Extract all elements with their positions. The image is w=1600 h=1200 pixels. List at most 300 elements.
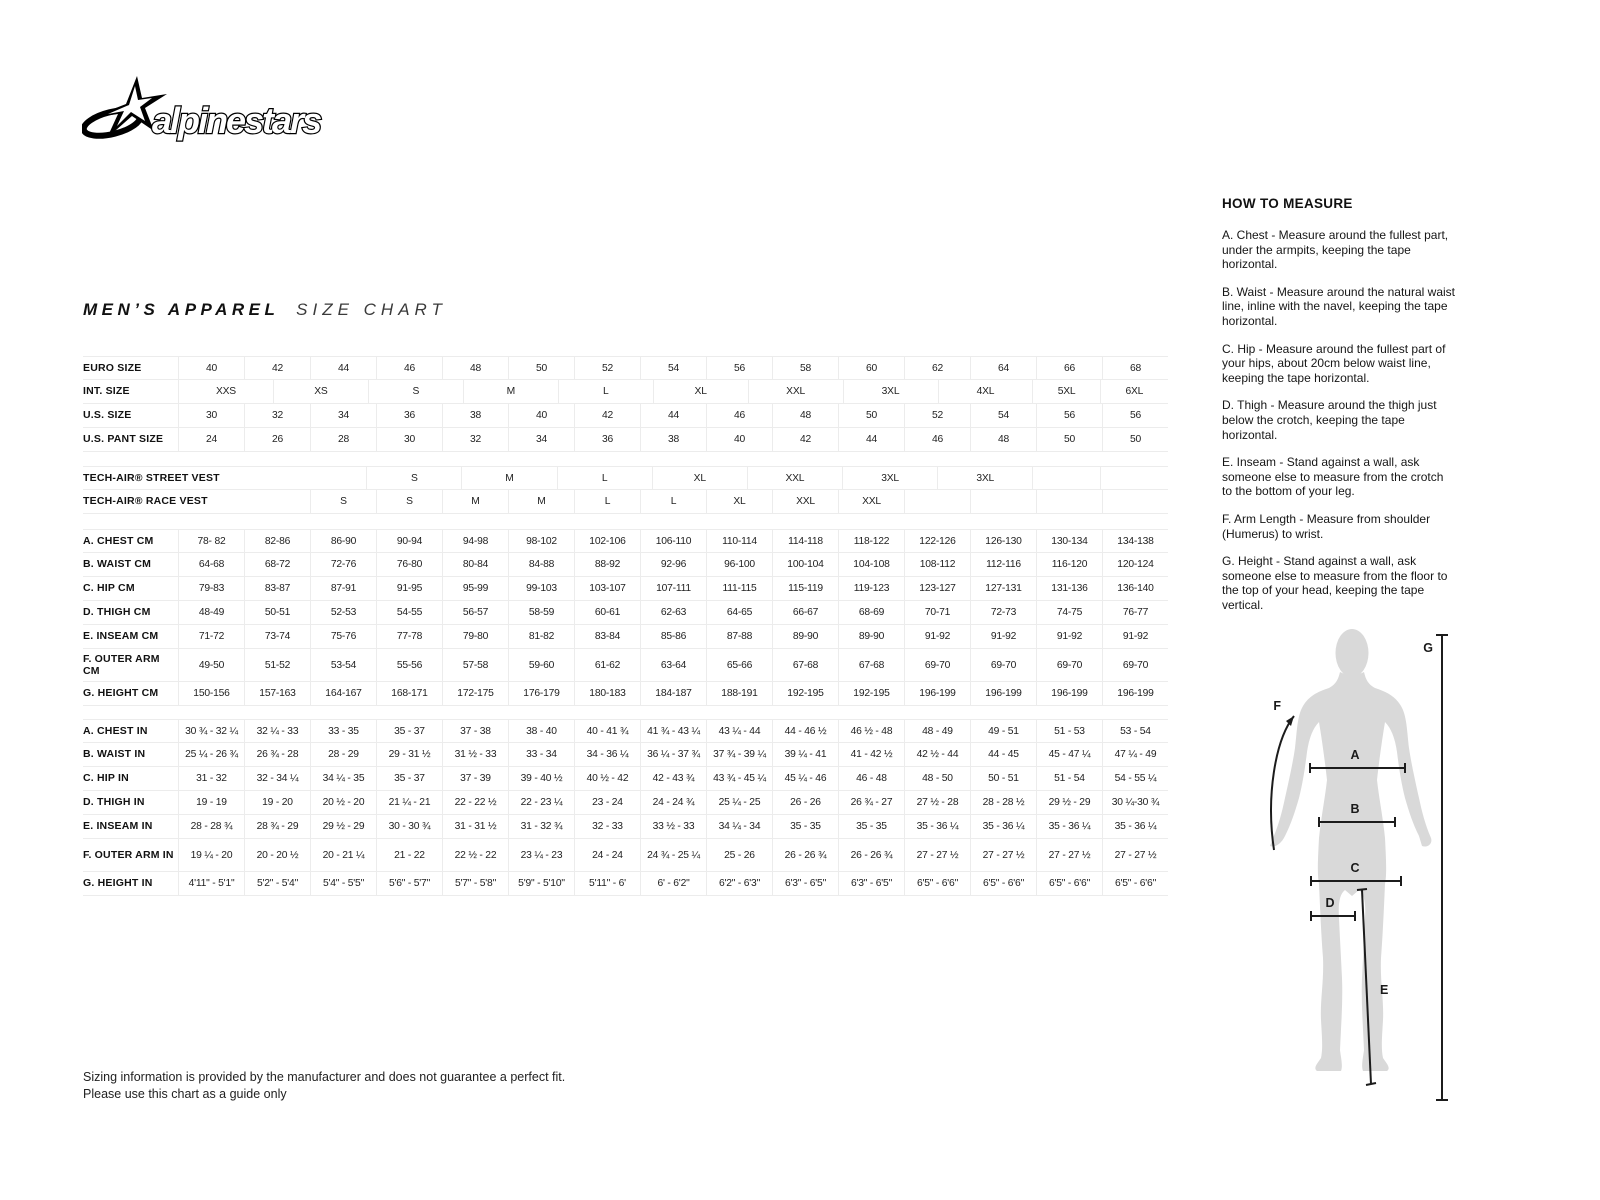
label-chest: A — [1350, 748, 1360, 762]
size-cell: 39 ¼ - 41 — [772, 743, 838, 766]
size-cell: XXL — [772, 490, 838, 513]
size-cell: 19 - 20 — [244, 791, 310, 814]
size-cell: 67-68 — [838, 649, 904, 681]
row-cells — [178, 601, 1168, 624]
size-cell: 39 - 40 ½ — [508, 767, 574, 790]
table-row — [83, 815, 1168, 839]
size-cell: 5XL — [1032, 380, 1099, 403]
size-cell — [272, 467, 366, 489]
size-cell: 50 — [508, 357, 574, 379]
size-cell: 57-58 — [442, 649, 508, 681]
alpinestars-logo-icon — [82, 76, 362, 146]
size-cell — [1102, 490, 1168, 513]
arm-arc-arrow — [1286, 716, 1294, 726]
size-cell: 35 - 36 ¼ — [904, 815, 970, 838]
size-cell: 46 — [706, 404, 772, 427]
size-cell: 40 — [178, 357, 244, 379]
size-cell: 56 — [1102, 404, 1168, 427]
size-cell: XXS — [178, 380, 273, 403]
measure-instruction: F. Arm Length - Measure from shoulder (Humerus) to wrist. — [1222, 511, 1431, 541]
size-cell: XXL — [748, 380, 843, 403]
measure-instruction: B. Waist - Measure around the natural waist line, inline with the navel, keeping the tape horizontal. — [1222, 284, 1455, 328]
body-diagram-icon — [1237, 622, 1455, 1104]
size-cell: 24 - 24 — [574, 839, 640, 871]
size-cell: 32 - 33 — [574, 815, 640, 838]
size-cell: 118-122 — [838, 530, 904, 552]
size-cell: 5'6" - 5'7" — [376, 872, 442, 895]
row-label: E. INSEAM CM — [83, 630, 159, 643]
size-cell: 35 - 37 — [376, 720, 442, 742]
measure-instruction: G. Height - Stand against a wall, ask someone else to measure from the floor to the top of your head, keeping the tape vertical. — [1222, 554, 1448, 612]
size-cell: 85-86 — [640, 625, 706, 648]
measure-instruction: D. Thigh - Measure around the thigh just below the crotch, keeping the tape horizontal. — [1222, 398, 1437, 442]
size-cell — [1036, 490, 1102, 513]
size-cell: 196-199 — [970, 682, 1036, 705]
size-cell: 34 — [508, 428, 574, 451]
size-cell: 86-90 — [310, 530, 376, 552]
size-cell: 168-171 — [376, 682, 442, 705]
size-cell: 36 — [574, 428, 640, 451]
table-row — [83, 719, 1168, 743]
how-to-measure-title: HOW TO MEASURE — [1222, 196, 1353, 211]
size-cell: 3XL — [842, 467, 937, 489]
size-cell: 123-127 — [904, 577, 970, 600]
size-cell: 53-54 — [310, 649, 376, 681]
size-cell: 102-106 — [574, 530, 640, 552]
size-cell: 127-131 — [970, 577, 1036, 600]
size-cell: 192-195 — [838, 682, 904, 705]
table-section-gap — [83, 452, 1168, 466]
size-cell: XXL — [747, 467, 842, 489]
size-cell: 75-76 — [310, 625, 376, 648]
size-cell: 76-80 — [376, 553, 442, 576]
size-cell: 119-123 — [838, 577, 904, 600]
size-cell: 51 - 53 — [1036, 720, 1102, 742]
size-cell: 90-94 — [376, 530, 442, 552]
size-cell: 29 - 31 ½ — [376, 743, 442, 766]
size-cell: 35 - 36 ¼ — [970, 815, 1036, 838]
size-cell: 63-64 — [640, 649, 706, 681]
row-cells — [178, 743, 1168, 766]
size-cell: 24 ¾ - 25 ¼ — [640, 839, 706, 871]
size-cell: 31 ½ - 33 — [442, 743, 508, 766]
size-cell: 54 — [970, 404, 1036, 427]
size-cell: XXL — [838, 490, 904, 513]
size-cell: 25 ¼ - 26 ¾ — [178, 743, 244, 766]
size-cell: 150-156 — [178, 682, 244, 705]
size-cell: 29 ½ - 29 — [310, 815, 376, 838]
row-label: INT. SIZE — [83, 385, 130, 398]
size-cell: 74-75 — [1036, 601, 1102, 624]
size-cell: 51 - 54 — [1036, 767, 1102, 790]
size-cell: 26 - 26 ¾ — [772, 839, 838, 871]
size-cell: 40 — [706, 428, 772, 451]
size-cell: 54 - 55 ¼ — [1102, 767, 1168, 790]
size-cell: 35 - 37 — [376, 767, 442, 790]
size-cell: 55-56 — [376, 649, 442, 681]
size-cell: 50-51 — [244, 601, 310, 624]
page-title-main: MEN’S APPAREL — [83, 300, 280, 319]
size-cell: 37 - 39 — [442, 767, 508, 790]
row-cells — [178, 530, 1168, 552]
measure-instruction: E. Inseam - Stand against a wall, ask someone else to measure from the crotch to the bottom of your leg. — [1222, 455, 1444, 499]
size-cell: 38 - 40 — [508, 720, 574, 742]
size-cell: 64-68 — [178, 553, 244, 576]
size-cell: 6'5" - 6'6" — [904, 872, 970, 895]
size-cell: 49 - 51 — [970, 720, 1036, 742]
size-cell: 5'7" - 5'8" — [442, 872, 508, 895]
size-cell: 20 ½ - 20 — [310, 791, 376, 814]
table-row — [83, 577, 1168, 601]
size-cell: 4'11" - 5'1" — [178, 872, 244, 895]
row-label: A. CHEST CM — [83, 534, 154, 547]
row-label: F. OUTER ARM CM — [83, 652, 160, 677]
size-cell: M — [442, 490, 508, 513]
size-cell: 91-92 — [1102, 625, 1168, 648]
size-cell: 136-140 — [1102, 577, 1168, 600]
size-cell: 42 — [574, 404, 640, 427]
size-cell: 95-99 — [442, 577, 508, 600]
table-row — [83, 466, 1168, 490]
size-cell: 36 — [376, 404, 442, 427]
size-cell: 94-98 — [442, 530, 508, 552]
size-cell: 44 — [838, 428, 904, 451]
table-row — [83, 601, 1168, 625]
table-row — [83, 356, 1168, 380]
table-row — [83, 743, 1168, 767]
size-cell: 27 - 27 ½ — [904, 839, 970, 871]
size-cell: 48 — [772, 404, 838, 427]
size-cell: 69-70 — [970, 649, 1036, 681]
size-cell: 19 ¼ - 20 — [178, 839, 244, 871]
size-cell: 26 ¾ - 28 — [244, 743, 310, 766]
size-cell: 65-66 — [706, 649, 772, 681]
row-cells — [178, 791, 1168, 814]
row-cells — [178, 872, 1168, 895]
size-cell: 26 — [244, 428, 310, 451]
size-cell: 26 ¾ - 27 — [838, 791, 904, 814]
size-cell: 30 ¼-30 ¾ — [1102, 791, 1168, 814]
size-cell: 188-191 — [706, 682, 772, 705]
size-cell: 46 — [376, 357, 442, 379]
size-cell: 38 — [640, 428, 706, 451]
size-cell: 22 - 22 ½ — [442, 791, 508, 814]
size-cell: 37 - 38 — [442, 720, 508, 742]
size-cell: 32 — [244, 404, 310, 427]
row-cells — [178, 839, 1168, 871]
size-cell: 24 - 24 ¾ — [640, 791, 706, 814]
table-row — [83, 490, 1168, 514]
size-cell: 41 ¾ - 43 ¼ — [640, 720, 706, 742]
size-cell: 25 - 26 — [706, 839, 772, 871]
row-cells — [178, 428, 1168, 451]
size-cell: 83-84 — [574, 625, 640, 648]
table-section-gap — [83, 514, 1168, 529]
label-inseam: E — [1380, 983, 1389, 997]
size-cell: XL — [706, 490, 772, 513]
size-cell: L — [574, 490, 640, 513]
size-cell: 62-63 — [640, 601, 706, 624]
size-cell: 77-78 — [376, 625, 442, 648]
row-label: C. HIP IN — [83, 772, 129, 785]
size-cell: 50 - 51 — [970, 767, 1036, 790]
size-cell: 42 - 43 ¾ — [640, 767, 706, 790]
size-cell: 62 — [904, 357, 970, 379]
size-cell: 43 ¼ - 44 — [706, 720, 772, 742]
size-cell: 172-175 — [442, 682, 508, 705]
size-cell: 44 — [640, 404, 706, 427]
label-waist: B — [1350, 802, 1360, 816]
size-cell: 134-138 — [1102, 530, 1168, 552]
row-cells — [178, 490, 1168, 513]
size-cell: 27 - 27 ½ — [1036, 839, 1102, 871]
size-cell: 130-134 — [1036, 530, 1102, 552]
size-cell: 48 - 49 — [904, 720, 970, 742]
size-cell: 47 ¼ - 49 — [1102, 743, 1168, 766]
size-cell: 108-112 — [904, 553, 970, 576]
size-cell: 21 ¼ - 21 — [376, 791, 442, 814]
size-cell: 22 ½ - 22 — [442, 839, 508, 871]
row-label: D. THIGH CM — [83, 606, 151, 619]
size-cell: 58-59 — [508, 601, 574, 624]
row-label: A. CHEST IN — [83, 724, 148, 737]
size-cell: L — [558, 380, 653, 403]
row-label: TECH-AIR® STREET VEST — [83, 471, 220, 484]
size-cell: 78- 82 — [178, 530, 244, 552]
table-row — [83, 872, 1168, 896]
size-cell: 42 — [772, 428, 838, 451]
row-label: B. WAIST CM — [83, 558, 152, 571]
size-cell: M — [508, 490, 574, 513]
size-cell — [970, 490, 1036, 513]
size-cell: 56-57 — [442, 601, 508, 624]
row-cells — [178, 682, 1168, 705]
table-row — [83, 839, 1168, 872]
size-cell: 27 - 27 ½ — [970, 839, 1036, 871]
size-cell: 54-55 — [376, 601, 442, 624]
disclaimer-line-1: Sizing information is provided by the manufacturer and does not guarantee a perfect fit. — [83, 1070, 566, 1084]
size-cell: 21 - 22 — [376, 839, 442, 871]
size-cell: 52 — [904, 404, 970, 427]
row-cells — [178, 625, 1168, 648]
size-cell: 68-72 — [244, 553, 310, 576]
measure-instruction-list — [1222, 228, 1455, 612]
row-cells — [178, 767, 1168, 790]
size-cell: 91-95 — [376, 577, 442, 600]
size-cell: 72-73 — [970, 601, 1036, 624]
size-cell: 6'3" - 6'5" — [838, 872, 904, 895]
size-cell: 56 — [1036, 404, 1102, 427]
size-cell: 50 — [1036, 428, 1102, 451]
size-cell: 103-107 — [574, 577, 640, 600]
size-cell: 116-120 — [1036, 553, 1102, 576]
measure-instruction: C. Hip - Measure around the fullest part of your hips, about 20cm below waist line, keeping the tape horizontal. — [1222, 341, 1446, 385]
size-cell: XS — [273, 380, 368, 403]
size-cell: 25 ¼ - 25 — [706, 791, 772, 814]
size-cell: M — [461, 467, 556, 489]
size-cell: 99-103 — [508, 577, 574, 600]
size-cell: 40 — [508, 404, 574, 427]
size-cell: 45 ¼ - 46 — [772, 767, 838, 790]
size-cell: 32 - 34 ¼ — [244, 767, 310, 790]
size-cell: 30 ¾ - 32 ¼ — [178, 720, 244, 742]
size-cell: 50 — [838, 404, 904, 427]
table-row — [83, 625, 1168, 649]
size-cell: 100-104 — [772, 553, 838, 576]
size-cell — [904, 490, 970, 513]
size-cell: 164-167 — [310, 682, 376, 705]
size-cell: 82-86 — [244, 530, 310, 552]
size-cell: 107-111 — [640, 577, 706, 600]
size-cell: 68-69 — [838, 601, 904, 624]
size-cell: 31 - 32 ¾ — [508, 815, 574, 838]
row-cells — [178, 404, 1168, 427]
row-label: EURO SIZE — [83, 361, 142, 374]
size-cell: 31 - 32 — [178, 767, 244, 790]
size-cell: 6'5" - 6'6" — [970, 872, 1036, 895]
row-cells — [178, 720, 1168, 742]
table-row — [83, 682, 1168, 706]
table-row — [83, 428, 1168, 452]
size-cell: 5'9" - 5'10" — [508, 872, 574, 895]
size-cell: 28 - 28 ¾ — [178, 815, 244, 838]
size-cell: 79-80 — [442, 625, 508, 648]
size-cell: 34 — [310, 404, 376, 427]
size-cell: 81-82 — [508, 625, 574, 648]
size-cell: 91-92 — [970, 625, 1036, 648]
size-cell: 20 - 21 ¼ — [310, 839, 376, 871]
size-cell: 91-92 — [904, 625, 970, 648]
size-cell: 69-70 — [904, 649, 970, 681]
size-cell — [1100, 467, 1168, 489]
size-cell: 69-70 — [1102, 649, 1168, 681]
size-cell: S — [376, 490, 442, 513]
inseam-line-bottom-tick — [1366, 1083, 1376, 1085]
size-cell: 52 — [574, 357, 640, 379]
measurement-figure — [1237, 622, 1455, 1109]
row-cells — [178, 553, 1168, 576]
size-cell: 68 — [1102, 357, 1168, 379]
size-cell: 32 — [442, 428, 508, 451]
size-cell: 61-62 — [574, 649, 640, 681]
size-cell: 48 - 50 — [904, 767, 970, 790]
size-cell: 35 - 35 — [772, 815, 838, 838]
size-cell: 44 — [310, 357, 376, 379]
figure-head — [1336, 629, 1369, 677]
size-cell: 176-179 — [508, 682, 574, 705]
size-cell: 20 - 20 ½ — [244, 839, 310, 871]
size-cell: 19 - 19 — [178, 791, 244, 814]
size-cell: 91-92 — [1036, 625, 1102, 648]
size-cell: 48 — [442, 357, 508, 379]
size-cell: 69-70 — [1036, 649, 1102, 681]
size-cell: 50 — [1102, 428, 1168, 451]
row-label: E. INSEAM IN — [83, 820, 153, 833]
size-cell: 67-68 — [772, 649, 838, 681]
table-row — [83, 529, 1168, 553]
size-cell: 6' - 6'2" — [640, 872, 706, 895]
size-cell: 60 — [838, 357, 904, 379]
size-cell: 60-61 — [574, 601, 640, 624]
size-cell: 64-65 — [706, 601, 772, 624]
size-cell: 196-199 — [1102, 682, 1168, 705]
size-cell: 80-84 — [442, 553, 508, 576]
size-cell: 26 - 26 — [772, 791, 838, 814]
measure-instruction: A. Chest - Measure around the fullest part, under the armpits, keeping the tape horizontal. — [1222, 228, 1449, 272]
size-cell: 4XL — [938, 380, 1033, 403]
size-cell: 42 ½ - 44 — [904, 743, 970, 766]
size-cell: 58 — [772, 357, 838, 379]
size-cell: 98-102 — [508, 530, 574, 552]
size-cell: 40 - 41 ¾ — [574, 720, 640, 742]
size-cell: 24 — [178, 428, 244, 451]
size-cell: 114-118 — [772, 530, 838, 552]
size-cell: XL — [653, 380, 748, 403]
size-cell: 46 — [904, 428, 970, 451]
row-cells — [178, 467, 1168, 489]
size-cell: 89-90 — [838, 625, 904, 648]
row-cells — [178, 357, 1168, 379]
size-cell: 92-96 — [640, 553, 706, 576]
size-cell: 40 ½ - 42 — [574, 767, 640, 790]
size-cell: 84-88 — [508, 553, 574, 576]
size-cell: 28 — [310, 428, 376, 451]
size-cell: 131-136 — [1036, 577, 1102, 600]
size-cell: 28 - 28 ½ — [970, 791, 1036, 814]
row-cells — [178, 380, 1168, 403]
size-cell: 30 - 30 ¾ — [376, 815, 442, 838]
size-table — [83, 356, 1168, 896]
label-hip: C — [1350, 861, 1360, 875]
page-title-sub: SIZE CHART — [296, 300, 447, 319]
size-cell: 59-60 — [508, 649, 574, 681]
size-cell: 27 ½ - 28 — [904, 791, 970, 814]
size-cell: S — [368, 380, 463, 403]
size-cell: 83-87 — [244, 577, 310, 600]
size-cell: 46 - 48 — [838, 767, 904, 790]
size-cell: 33 ½ - 33 — [640, 815, 706, 838]
size-cell: 44 - 46 ½ — [772, 720, 838, 742]
size-cell: 157-163 — [244, 682, 310, 705]
size-cell: 5'4" - 5'5" — [310, 872, 376, 895]
size-cell: 111-115 — [706, 577, 772, 600]
size-cell: 38 — [442, 404, 508, 427]
size-cell: 23 - 24 — [574, 791, 640, 814]
size-cell: 3XL — [937, 467, 1032, 489]
size-cell: 66 — [1036, 357, 1102, 379]
size-cell: 35 - 36 ¼ — [1102, 815, 1168, 838]
label-thigh: D — [1325, 896, 1335, 910]
size-cell: 36 ¼ - 37 ¾ — [640, 743, 706, 766]
size-cell: S — [310, 490, 376, 513]
how-to-measure-panel — [1222, 196, 1455, 625]
size-cell: 122-126 — [904, 530, 970, 552]
size-cell: 87-88 — [706, 625, 772, 648]
brand-wordmark: alpinestars — [152, 100, 321, 141]
size-cell: 115-119 — [772, 577, 838, 600]
size-cell: 76-77 — [1102, 601, 1168, 624]
size-cell: 72-76 — [310, 553, 376, 576]
size-cell: 6XL — [1100, 380, 1168, 403]
row-label: C. HIP CM — [83, 582, 135, 595]
size-cell: L — [640, 490, 706, 513]
table-row — [83, 553, 1168, 577]
size-cell: M — [463, 380, 558, 403]
size-cell: 120-124 — [1102, 553, 1168, 576]
row-label: G. HEIGHT CM — [83, 687, 159, 700]
size-cell: 110-114 — [706, 530, 772, 552]
size-cell: 42 — [244, 357, 310, 379]
